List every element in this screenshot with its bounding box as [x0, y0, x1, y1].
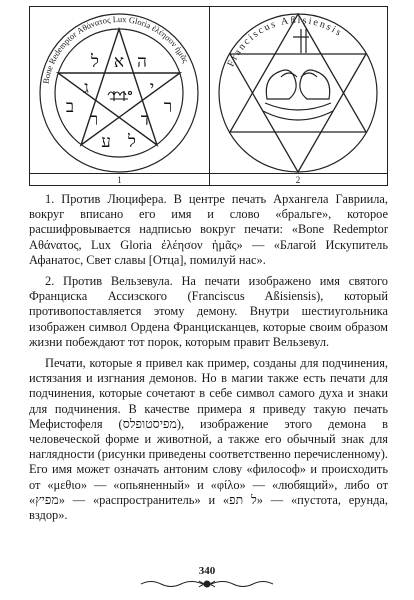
caption-row [30, 173, 387, 186]
figure-caption: 1 [30, 174, 210, 186]
gabriel-seal-icon [108, 91, 132, 101]
paragraph: 2. Против Вельзевула. На печати изображено имя святого Франциска Ассизского (Franciscus Aßisiensis), который противопоставляется этому демону. Внутри шестиугольника изображен символ Ордена Францисканцев, которые своим образом жизни побеждают тот порок, которым правит Вельзевул. [29, 274, 388, 349]
hebrew-letter: ל [128, 132, 136, 152]
figures-table [29, 6, 388, 186]
hexagram-seal-icon [209, 7, 387, 173]
seal-ring-text: Bone Redemptor Αθάνατος Lux Gloria ἐλέησον ἡμᾶς [40, 13, 191, 85]
page-number: 340 [198, 565, 216, 577]
hebrew-letter: ד [140, 110, 150, 130]
ornament-divider-icon [137, 578, 277, 590]
hebrew-letter: ג [83, 78, 89, 98]
figure-caption: 2 [295, 175, 301, 185]
page-footer [0, 563, 414, 593]
body-text [29, 192, 388, 529]
hebrew-letter: ב [65, 97, 75, 117]
hebrew-letter: ה [137, 52, 147, 72]
hebrew-letter: ר [163, 97, 173, 117]
hebrew-letter: ע [101, 132, 111, 152]
seal-ring-text: Franciscus Aßisiensis [225, 14, 345, 69]
paragraph: 1. Против Люцифера. В центре печать Архангела Гавриила, вокруг вписано его имя и слово «бральге», которое расшифровывается надписью вокруг печати: «Bone Redemptor Αθάνατος, Lux Gloria ἐλέησον ἡμᾶς» — «Благой Искупитель Афанатос, Свет славы [Отца], помилуй нас». [29, 192, 388, 267]
seal-beelzebub [209, 7, 387, 173]
franciscan-emblem-icon [263, 29, 333, 120]
hebrew-letter: ל [91, 52, 99, 72]
paragraph: Печати, которые я привел как пример, созданы для подчинения, истязания и изгнания демонов. Но в магии также есть печати для подчинения, которые сочетают в себе символ самого духа и знаки для подчинения. В качестве примера я приведу такую печать Мефистофеля (מפיסטופלס), изображение этого демона в человеческой форме и животной, а также его обычный знак для наглядности (рисунки приведены соответственно перечисленному). Его имя может означать антоним слову «философ» и происходить от «μεθιο» — «опьяненный» и «φίλο» — «любящий», либо от «מפיץ» — «распространитель» и «ל תפ» — «пустота, ерунда, вздор». [29, 356, 388, 523]
hebrew-letter: ר [89, 110, 99, 130]
hebrew-letter: א [113, 52, 125, 72]
pentagram-seal-icon [30, 7, 209, 173]
seal-lucifer [30, 7, 210, 173]
hebrew-letter: י [149, 78, 155, 98]
